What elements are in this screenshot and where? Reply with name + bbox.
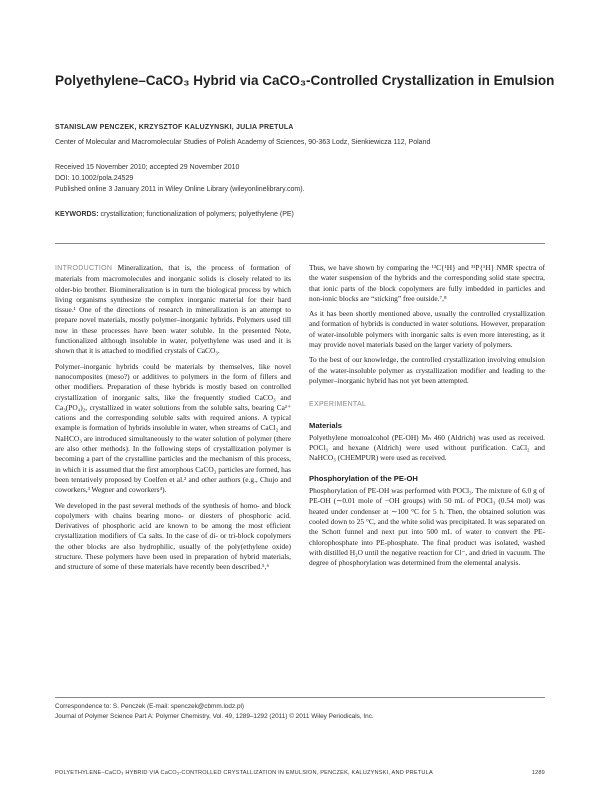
intro-paragraph-3: We developed in the past several methods of the synthesis of homo- and block copolymers with chains bearing mono- or diesters of phosphoric acid. Derivatives of phosphoric acid are known to be among the most efficient crystallization modifiers of Ca salts. In the case of di- or tri-block copolymers the other blocks are also hydrophilic, usually of the poly(ethylene oxide) structure. These polymers have been used in preparation of hybrid materials, and structure of some of these materials have recently been described.⁵,⁶ xyxy=(55,500,291,572)
journal-citation: Journal of Polymer Science Part A: Polymer Chemistry, Vol. 49, 1289–1292 (2011) © 2011 Wiley Periodicals, Inc. xyxy=(55,712,374,720)
left-column xyxy=(55,263,291,578)
received-date: Received 15 November 2010; accepted 29 November 2010 xyxy=(55,164,240,171)
phosphorylation-heading: Phosphorylation of the PE-OH xyxy=(309,473,418,483)
running-title: POLYETHYLENE–CaCO₃ HYBRID VIA CaCO₃-CONTROLLED CRYSTALLIZATION IN EMULSION, PENCZEK, KALUZYNSKI, AND PRETULA xyxy=(55,770,433,776)
doi: DOI: 10.1002/pola.24529 xyxy=(55,175,134,182)
intro-paragraph-1 xyxy=(55,263,291,357)
intro-paragraph-6: To the best of our knowledge, the controlled crystallization involving emulsion of the water-insoluble polymer as crystallization modifier and leading to the polymer–inorganic hybrid has not yet been attempted. xyxy=(309,355,545,385)
intro-text: Mineralization, that is, the process of formation of materials from macromolecules and inorganic solids is closely related to its older-bio brother. Biomineralization is in turn the biological process by which living organisms synthesize the complex inorganic material for their hard tissue.¹ One of the directions of research in mineralization is an attempt to prepare novel materials, mostly polymer–inorganic hybrids. Polymers used till now in these processes have been water soluble. In the presented Note, functionalized although insoluble in water, polyethylene was used and it is shown that it is attached to modified crystals of CaCO₃. xyxy=(55,263,291,356)
keywords-label: KEYWORDS: xyxy=(55,211,99,218)
correspondence-block xyxy=(55,702,374,721)
article-title: Polyethylene–CaCO₃ Hybrid via CaCO₃-Controlled Crystallization in Emulsion xyxy=(55,73,555,88)
header-divider xyxy=(55,243,545,244)
page-number: 1289 xyxy=(531,770,545,776)
materials-heading: Materials xyxy=(309,420,342,430)
materials-paragraph: Polyethylene monoalcohol (PE-OH) Mₙ 460 (Aldrich) was used as received. POCl₃ and hexane (Aldrich) were used without purification. CaCl₂ and NaHCO₃ (CHEMPUR) were used as received. xyxy=(309,432,545,463)
right-column xyxy=(309,263,545,573)
experimental-heading: EXPERIMENTAL xyxy=(309,401,367,409)
intro-label: INTRODUCTION xyxy=(55,265,113,272)
publication-info xyxy=(55,162,305,195)
intro-paragraph-5: As it has been shortly mentioned above, usually the controlled crystallization and formation of hybrids is conducted in water solutions. However, preparation of water-insoluble polymers with inorganic salts is even more interesting, as it may provide novel materials based on the larger variety of polymers. xyxy=(309,309,545,350)
keywords-list: crystallization; functionalization of polymers; polyethylene (PE) xyxy=(100,211,294,218)
footnote-divider xyxy=(55,697,545,698)
keywords xyxy=(55,211,294,218)
intro-paragraph-4: Thus, we have shown by comparing the ¹³C{¹H} and ³¹P{¹H} NMR spectra of the water suspension of the hybrids and the corresponding solid state spectra, that ionic parts of the block copolymers are fully imbedded in particles and non-ionic blocks are “sticking” free outside.⁷,⁸ xyxy=(309,263,545,303)
page-footer xyxy=(55,770,545,776)
published-date: Published online 3 January 2011 in Wiley Online Library (wileyonlinelibrary.com). xyxy=(55,186,305,193)
author-list: STANISLAW PENCZEK, KRZYSZTOF KALUZYNSKI, JULIA PRETULA xyxy=(55,124,294,131)
intro-paragraph-2: Polymer–inorganic hybrids could be materials by themselves, like novel nanocomposites (meso?) or additives to polymers in the form of fillers and other modifiers. Preparation of these hybrids is mostly based on controlled crystallization of inorganic salts, like the frequently studied CaCO₃ and Ca₃(PO₄)₂, crystallized in water solutions from the soluble salts, bearing Ca²⁺ cations and the corresponding soluble salts with required anions. A typical example is formation of hybrids insoluble in water, when streams of CaCl₂ and NaHCO₃ are introduced simultaneously to the water solution of polymer (there are also other methods). In the following steps of crystallization polymer is becoming a part of the crystalline particles and the mechanism of this process, in which it is assumed that the first amorphous CaCO₃ particles are formed, has been tentatively proposed by Coelfen et al.² and other authors (e.g., Chujo and coworkers,³ Wegner and coworkers⁴). xyxy=(55,361,291,495)
affiliation: Center of Molecular and Macromolecular Studies of Polish Academy of Sciences, 90-363 Lodz, Sienkiewicza 112, Poland xyxy=(55,139,431,146)
phosphorylation-paragraph: Phosphorylation of PE-OH was performed with POCl₃. The mixture of 6.0 g of PE-OH (∼0.01 mole of −OH groups) with 50 mL of POCl₃ (0.54 mol) was heated under condenser at ∼100 °C for 5 h. Then, the obtained solution was cooled down to 25 °C, and the white solid was precipitated. It was separated on the Schott funnel and next put into 500 mL of water to convert the PE-chlorophosphate into PE-phosphate. The final product was isolated, washed with distilled H₂O until the negative reaction for Cl⁻, and dried in vacuum. The degree of phosphorylation was determined from the elemental analysis. xyxy=(309,486,545,568)
correspondence: Correspondence to: S. Penczek (E-mail: spenczek@cbmm.lodz.pl) xyxy=(55,703,245,710)
